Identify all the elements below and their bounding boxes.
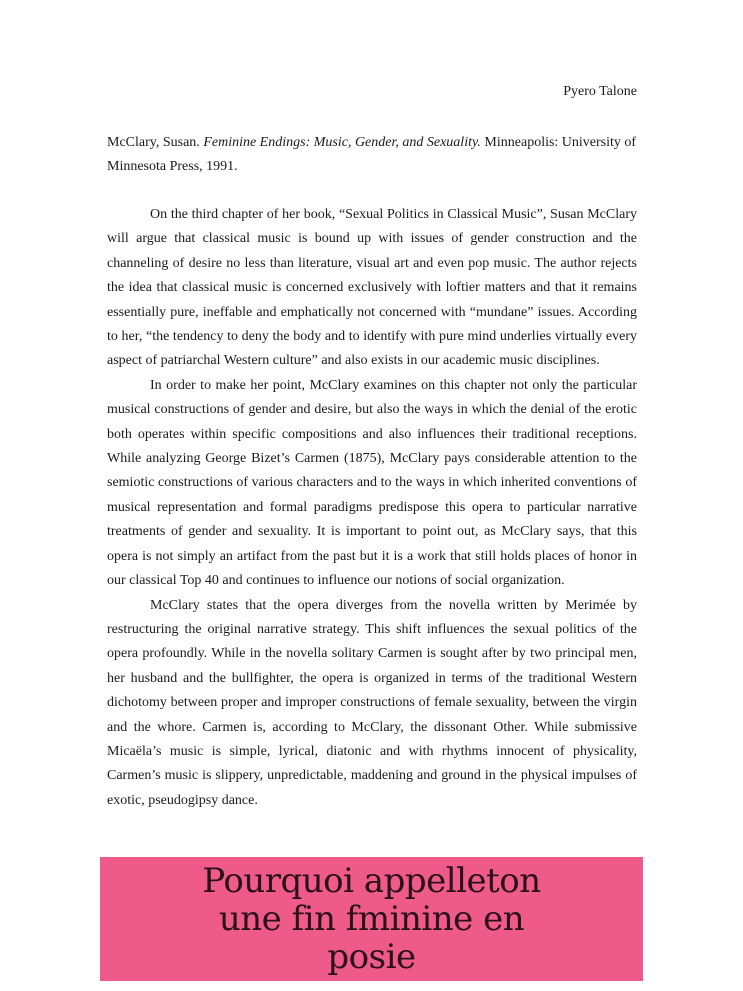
- paragraph-3: McClary states that the opera diverges from the novella written by Merimée by restructuring the original narrative strategy. This shift influences the sexual politics of the opera profoundly. While in the novella solitary Carmen is sought after by two principal men, her husband and the bullfighter, the opera is organized in terms of the traditional Western dichotomy between proper and improper constructions of female sexuality, between the virgin and the whore. Carmen is, according to McClary, the dissonant Other. While submissive Micaëla’s music is simple, lyrical, diatonic and with rhythms innocent of physicality, Carmen’s music is slippery, unpredictable, maddening and ground in the physical impulses of exotic, pseudogipsy dance.: [107, 597, 637, 808]
- citation-author: McClary, Susan.: [107, 135, 204, 150]
- paragraph-2: In order to make her point, McClary examines on this chapter not only the particular musical constructions of gender and desire, but also the ways in which the denial of the erotic both operates within specific compositions and also influences their traditional receptions. While analyzing George Bizet’s Carmen (1875), McClary pays considerable attention to the semiotic constructions of various characters and to the ways in which inherited conventions of musical representation and formal paradigms predispose this opera to particular narrative treatments of gender and sexuality. It is important to point out, as McClary says, that this opera is not simply an artifact from the past but it is a work that still holds places of honor in our classical Top 40 and continues to influence our notions of social organization.: [107, 377, 637, 589]
- banner-title: Pourquoi appelleton une fin fminine en posie: [202, 861, 541, 977]
- bibliographic-citation: [107, 131, 637, 180]
- citation-book-title: Feminine Endings: Music, Gender, and Sexuality.: [203, 135, 481, 150]
- author-name: Pyero Talone: [563, 84, 637, 99]
- title-banner: [100, 857, 643, 981]
- body-text: [107, 203, 637, 813]
- paragraph-1: On the third chapter of her book, “Sexual Politics in Classical Music”, Susan McClary will argue that classical music is bound up with issues of gender construction and the channeling of desire no less than literature, visual art and even pop music. The author rejects the idea that classical music is concerned exclusively with loftier matters and that it remains essentially pure, ineffable and emphatically not concerned with “mundane” issues. According to her, “the tendency to deny the body and to identify with pure mind underlies virtually every aspect of patriarchal Western culture” and also exists in our academic music disciplines.: [107, 207, 637, 369]
- citation-publisher: Minneapolis: University of Minnesota Press, 1991.: [107, 135, 637, 175]
